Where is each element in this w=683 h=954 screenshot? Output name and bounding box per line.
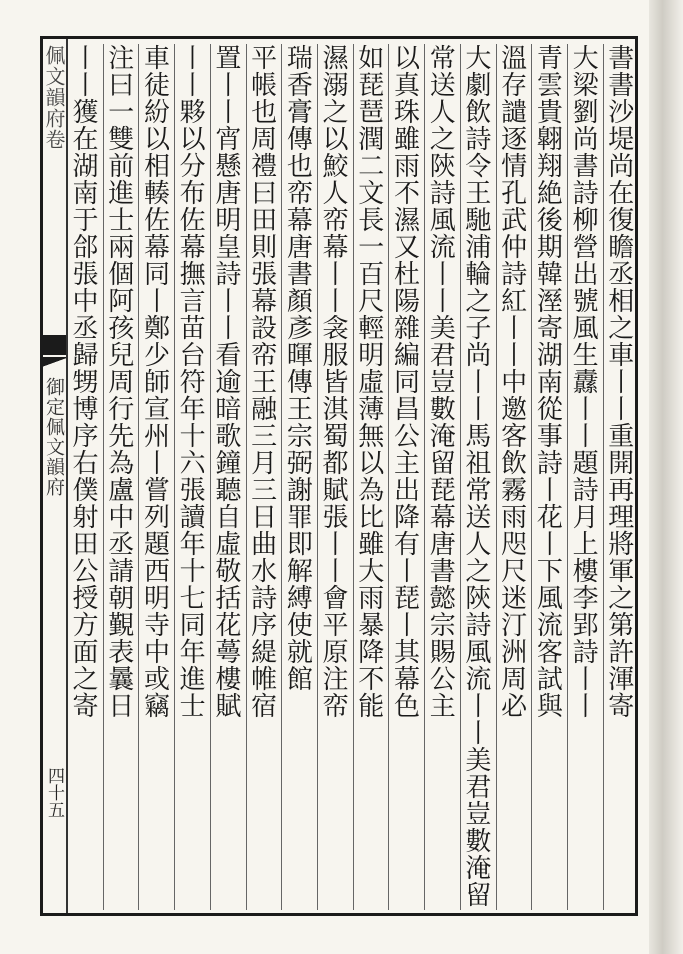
text-column-9: 濕溺之以鮫人帟幕丨丨衾服皆淇蜀都賦張丨丨會平原注帟 <box>317 44 348 910</box>
text-column-12: 置丨丨宵懸唐明皇詩丨丨看逾暗歌鐘聽自虛敬括花蕚樓賦 <box>210 44 241 910</box>
text-column-2: 大梁劉尚書詩柳營出號風生纛丨丨題詩月上樓李郢詩丨丨 <box>567 44 598 910</box>
page-margin <box>40 39 68 913</box>
text-column-11: 平帳也周禮曰田則張幕設帟王融三月三日曲水詩序緹帷宿 <box>246 44 277 910</box>
text-column-14: 車徒紛以相輳佐幕同丨鄭少師宣州丨嘗列題西明寺中或竊 <box>138 44 169 910</box>
text-column-7: 以真珠雖雨不濕又杜陽雜編同昌公主出降有丨琵丨其幕色 <box>388 44 419 910</box>
text-column-5: 大劇飲詩令王馳浦輪之子尚丨丨馬祖常送人之陝詩風流丨丨美君豈數淹留 <box>460 44 491 908</box>
text-column-1: 書書沙堤尚在復瞻丞相之車丨丨重開再理將軍之第許渾寄 <box>603 44 634 910</box>
margin-black-bar <box>40 335 66 355</box>
text-column-3: 青雲貴翺翔絶後期韓溼寄湖南從事詩丨花丨下風流客試與 <box>531 44 562 910</box>
fish-tail-mark <box>40 357 66 371</box>
page-number: 四十五 <box>44 767 64 818</box>
text-columns <box>68 44 634 910</box>
text-column-13: 丨丨夥以分布佐幕撫言苗台符年十六張讀年十七同年進士 <box>174 44 205 910</box>
text-column-8: 如琵琶潤二文長一百尺輕明虛薄無以為比雖大雨暴降不能 <box>353 44 384 910</box>
margin-top-text: 佩文韻府卷 <box>42 45 66 150</box>
text-column-4: 溫存譴逐情孔武仲詩紅丨丨中邀客飲霧雨咫尺迷汀洲周必 <box>496 44 527 910</box>
text-column-16: 丨丨獲在湖南于郃張中丞歸甥博序右僕射田公授方面之寄 <box>68 44 98 719</box>
scan-edge <box>649 0 683 954</box>
book-title: 御定佩文韻府 <box>43 377 65 497</box>
text-column-10: 瑞香膏傳也帟幕唐書顏彥暉傳王宗弼謝罪即解縛使就館 <box>281 44 312 910</box>
text-column-6: 常送人之陝詩風流丨丨美君豈數淹留琵幕唐書懿宗賜公主 <box>424 44 455 910</box>
text-column-15: 注曰一雙前進士兩個阿孩兒周行先為盧中丞請朝覲表曩日 <box>103 44 134 910</box>
